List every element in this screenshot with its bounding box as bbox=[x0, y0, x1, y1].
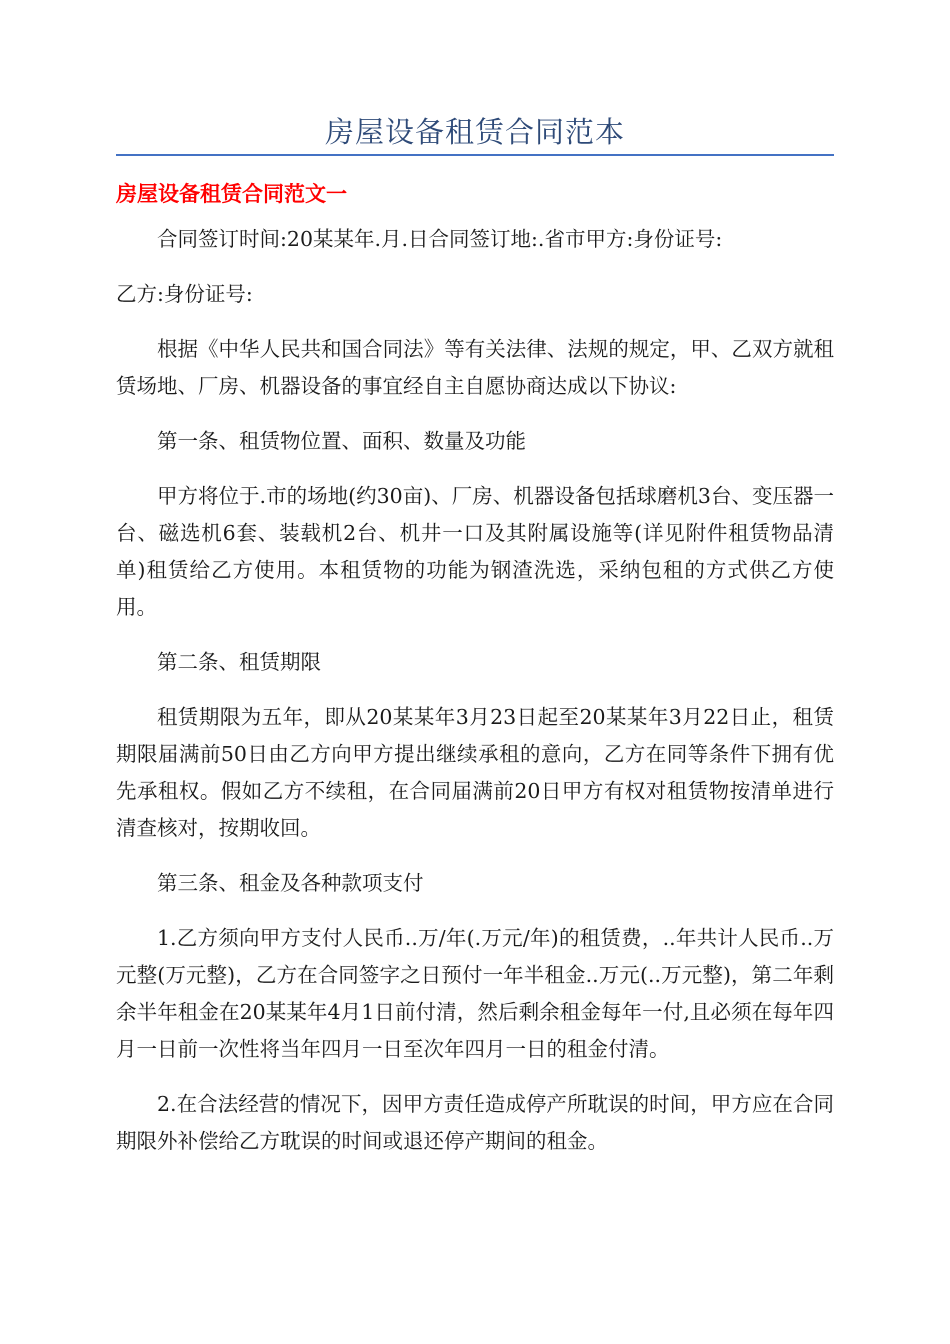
article-3-clause-2: 2.在合法经营的情况下，因甲方责任造成停产所耽误的时间，甲方应在合同期限外补偿给乙方耽误的时间或退还停产期间的租金。 bbox=[116, 1092, 834, 1153]
article-3-heading: 第三条、租金及各种款项支付 bbox=[157, 871, 424, 895]
article-1-body: 甲方将位于.市的场地(约30亩)、厂房、机器设备包括球磨机3台、变压器一台、磁选机6套、装载机2台、机井一口及其附属设施等(详见附件租赁物品清单)租赁给乙方使用。本租赁物的功能为钢渣洗选，采纳包租的方式供乙方使用。 bbox=[116, 484, 834, 619]
document-body bbox=[116, 221, 834, 1178]
article-2-body: 租赁期限为五年，即从20某某年3月23日起至20某某年3月22日止，租赁期限届满前50日由乙方向甲方提出继续承租的意向，乙方在同等条件下拥有优先承租权。假如乙方不续租，在合同届满前20日甲方有权对租赁物按清单进行清查核对，按期收回。 bbox=[116, 705, 834, 840]
article-2-heading: 第二条、租赁期限 bbox=[157, 650, 321, 674]
article-1-heading: 第一条、租赁物位置、面积、数量及功能 bbox=[157, 429, 526, 453]
paragraph-preamble: 根据《中华人民共和国合同法》等有关法律、法规的规定，甲、乙双方就租赁场地、厂房、机器设备的事宜经自主自愿协商达成以下协议: bbox=[116, 337, 834, 398]
article-3-clause-1: 1.乙方须向甲方支付人民币..万/年(.万元/年)的租赁费，..年共计人民币..万元整(万元整)，乙方在合同签字之日预付一年半租金..万元(..万元整)，第二年剩余半年租金在20某某年4月1日前付清，然后剩余租金每年一付,且必须在每年四月一日前一次性将当年四月一日至次年四月一日的租金付清。 bbox=[116, 926, 834, 1061]
paragraph-party-b: 乙方:身份证号: bbox=[116, 282, 253, 306]
document-title: 房屋设备租赁合同范本 bbox=[324, 115, 625, 149]
title-underline bbox=[116, 154, 834, 156]
section-heading: 房屋设备租赁合同范文一 bbox=[116, 182, 347, 206]
paragraph-signing-info: 合同签订时间:20某某年.月.日合同签订地:.省市甲方:身份证号: bbox=[157, 227, 723, 251]
